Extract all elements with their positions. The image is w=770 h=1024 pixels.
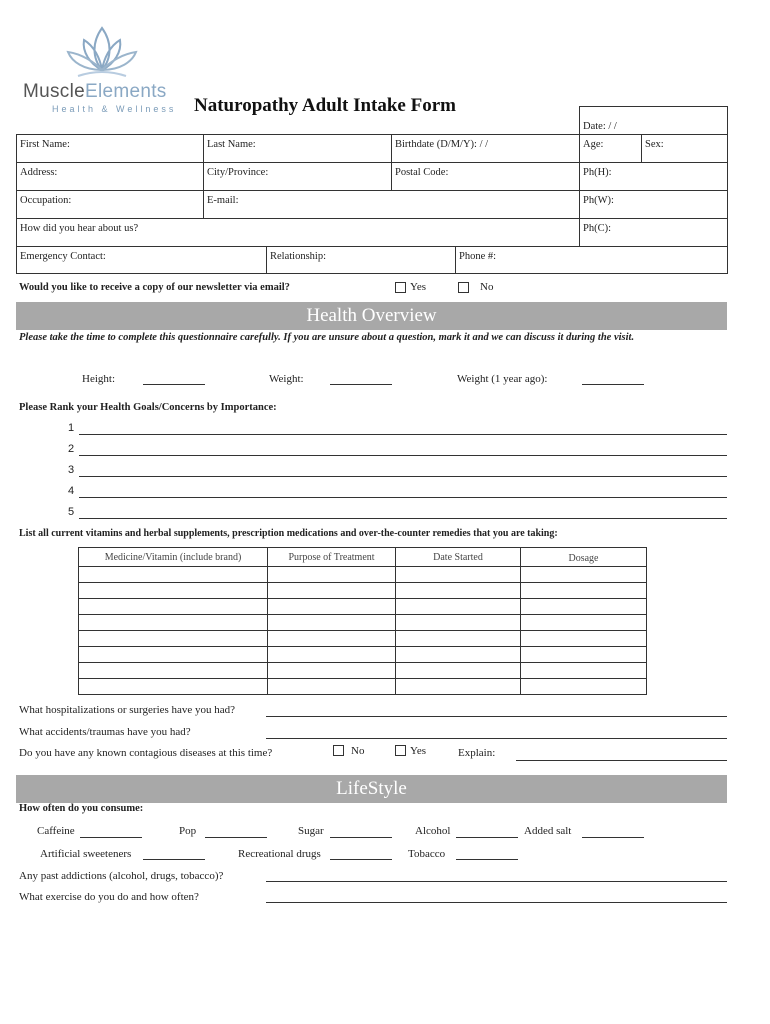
table-cell[interactable] [521, 583, 647, 599]
referral-field[interactable]: How did you hear about us? [16, 218, 580, 247]
table-cell[interactable] [521, 631, 647, 647]
lotus-icon [62, 24, 142, 79]
logo-tagline: Health & Wellness [52, 104, 177, 114]
table-cell[interactable] [521, 615, 647, 631]
weight-ago-label: Weight (1 year ago): [457, 373, 548, 385]
table-cell[interactable] [268, 567, 396, 583]
table-row [79, 583, 647, 599]
sugar-input[interactable] [330, 837, 392, 838]
last-name-field[interactable]: Last Name: [203, 134, 392, 163]
table-header: Dosage [521, 548, 647, 567]
alcohol-label: Alcohol [415, 825, 451, 837]
date-field[interactable]: Date: / / [579, 106, 728, 135]
table-cell[interactable] [521, 679, 647, 695]
accidents-label: What accidents/traumas have you had? [19, 726, 191, 738]
table-cell[interactable] [521, 663, 647, 679]
table-cell[interactable] [396, 583, 521, 599]
recreational-input[interactable] [330, 859, 392, 860]
height-input[interactable] [143, 384, 205, 385]
newsletter-yes-checkbox[interactable] [395, 282, 406, 293]
table-cell[interactable] [268, 631, 396, 647]
medications-list-label: List all current vitamins and herbal supplements, prescription medications and over-the-counter remedies that you are taking: [19, 528, 558, 539]
alcohol-input[interactable] [456, 837, 518, 838]
health-instructions: Please take the time to complete this questionnaire carefully. If you are unsure about a question, mark it and we can discuss it during the visit. [19, 332, 635, 343]
table-row [79, 647, 647, 663]
pop-input[interactable] [205, 837, 267, 838]
table-row [79, 615, 647, 631]
recreational-label: Recreational drugs [238, 848, 321, 860]
goal-number: 1 [68, 422, 75, 434]
birthdate-field[interactable]: Birthdate (D/M/Y): / / [391, 134, 580, 163]
table-cell[interactable] [79, 615, 268, 631]
emergency-contact-field[interactable]: Emergency Contact: [16, 246, 267, 274]
contagious-yes-checkbox[interactable] [395, 745, 406, 756]
lifestyle-heading: LifeStyle [16, 775, 727, 803]
goal-number: 3 [68, 464, 75, 476]
sex-field[interactable]: Sex: [641, 134, 728, 163]
table-cell[interactable] [521, 567, 647, 583]
table-cell[interactable] [79, 583, 268, 599]
table-cell[interactable] [268, 663, 396, 679]
table-cell[interactable] [521, 599, 647, 615]
table-cell[interactable] [396, 663, 521, 679]
goal-number: 2 [68, 443, 75, 455]
table-header: Purpose of Treatment [268, 548, 396, 567]
newsletter-question: Would you like to receive a copy of our newsletter via email? [19, 282, 290, 293]
city-field[interactable]: City/Province: [203, 162, 392, 191]
exercise-label: What exercise do you do and how often? [19, 891, 199, 903]
exercise-input[interactable] [266, 902, 727, 903]
table-row [79, 679, 647, 695]
table-row [79, 663, 647, 679]
caffeine-input[interactable] [80, 837, 142, 838]
contagious-label: Do you have any known contagious diseases at this time? [19, 747, 273, 759]
addictions-label: Any past addictions (alcohol, drugs, tobacco)? [19, 870, 224, 882]
postal-field[interactable]: Postal Code: [391, 162, 580, 191]
goal-5-input[interactable] [79, 518, 727, 519]
table-cell[interactable] [396, 615, 521, 631]
newsletter-no-checkbox[interactable] [458, 282, 469, 293]
hospitalizations-label: What hospitalizations or surgeries have you had? [19, 704, 236, 716]
tobacco-label: Tobacco [408, 848, 446, 860]
goal-number: 4 [68, 485, 75, 497]
table-cell[interactable] [79, 647, 268, 663]
table-cell[interactable] [79, 679, 268, 695]
contagious-no-checkbox[interactable] [333, 745, 344, 756]
first-name-field[interactable]: First Name: [16, 134, 204, 163]
logo-name: MuscleElements [23, 81, 167, 102]
table-cell[interactable] [268, 679, 396, 695]
goal-4-input[interactable] [79, 497, 727, 498]
table-cell[interactable] [396, 631, 521, 647]
relationship-field[interactable]: Relationship: [266, 246, 456, 274]
newsletter-yes-label: Yes [410, 281, 427, 293]
phone-home-field[interactable]: Ph(H): [579, 162, 728, 191]
health-overview-heading: Health Overview [16, 302, 727, 330]
emergency-phone-field[interactable]: Phone #: [455, 246, 728, 274]
age-field[interactable]: Age: [579, 134, 642, 163]
phone-work-field[interactable]: Ph(W): [579, 190, 728, 219]
table-cell[interactable] [396, 567, 521, 583]
added-salt-input[interactable] [582, 837, 644, 838]
accidents-input[interactable] [266, 738, 727, 739]
email-field[interactable]: E-mail: [203, 190, 580, 219]
explain-input[interactable] [516, 760, 727, 761]
hospitalizations-input[interactable] [266, 716, 727, 717]
caffeine-label: Caffeine [37, 825, 75, 837]
goal-number: 5 [68, 506, 75, 518]
sugar-label: Sugar [298, 825, 324, 837]
height-label: Height: [82, 373, 115, 385]
weight-ago-input[interactable] [582, 384, 644, 385]
medications-table [78, 547, 647, 695]
added-salt-label: Added salt [524, 825, 572, 837]
table-cell[interactable] [396, 679, 521, 695]
phone-cell-field[interactable]: Ph(C): [579, 218, 728, 247]
contagious-yes-label: Yes [410, 745, 427, 757]
weight-label: Weight: [269, 373, 304, 385]
address-field[interactable]: Address: [16, 162, 204, 191]
table-cell[interactable] [79, 663, 268, 679]
table-row [79, 599, 647, 615]
table-row [79, 567, 647, 583]
table-cell[interactable] [268, 615, 396, 631]
pop-label: Pop [179, 825, 197, 837]
goal-1-input[interactable] [79, 434, 727, 435]
sweeteners-input[interactable] [143, 859, 205, 860]
tobacco-input[interactable] [456, 859, 518, 860]
table-cell[interactable] [79, 567, 268, 583]
table-cell[interactable] [396, 647, 521, 663]
newsletter-no-label: No [480, 281, 494, 293]
page-title: Naturopathy Adult Intake Form [194, 95, 456, 116]
table-cell[interactable] [268, 599, 396, 615]
weight-input[interactable] [330, 384, 392, 385]
table-cell[interactable] [396, 599, 521, 615]
table-cell[interactable] [79, 631, 268, 647]
explain-label: Explain: [458, 747, 496, 759]
table-cell[interactable] [79, 599, 268, 615]
sweeteners-label: Artificial sweeteners [40, 848, 132, 860]
contagious-no-label: No [351, 745, 365, 757]
table-cell[interactable] [268, 583, 396, 599]
occupation-field[interactable]: Occupation: [16, 190, 204, 219]
table-cell[interactable] [521, 647, 647, 663]
rank-goals-label: Please Rank your Health Goals/Concerns by Importance: [19, 402, 277, 413]
logo [20, 24, 190, 119]
addictions-input[interactable] [266, 881, 727, 882]
goal-3-input[interactable] [79, 476, 727, 477]
table-header: Medicine/Vitamin (include brand) [79, 548, 268, 567]
consumption-label: How often do you consume: [19, 803, 144, 814]
table-cell[interactable] [268, 647, 396, 663]
table-row [79, 631, 647, 647]
table-header: Date Started [396, 548, 521, 567]
goal-2-input[interactable] [79, 455, 727, 456]
